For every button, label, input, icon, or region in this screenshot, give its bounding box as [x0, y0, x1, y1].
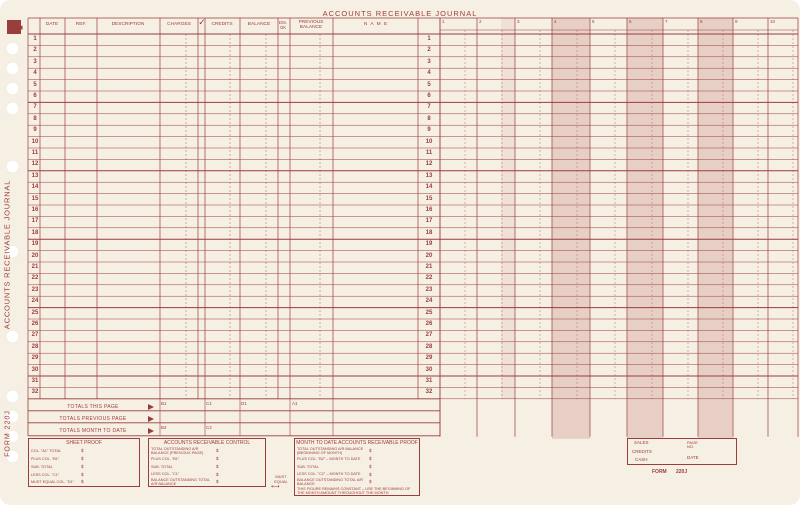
distribution-column-number: 4 [554, 19, 557, 24]
ar-control-line: LESS COL. "C1" [151, 472, 180, 476]
summary-date-label: DATE [687, 455, 699, 460]
row-number-right: 31 [425, 378, 433, 384]
column-header-previous-balance: PREVIOUS BALANCE [298, 20, 324, 30]
row-number: 8 [33, 115, 37, 122]
row-number: 13 [31, 172, 39, 179]
row-number-right: 24 [425, 298, 433, 305]
distribution-column-number: 8 [700, 19, 703, 24]
row-number-right: 17 [425, 218, 433, 225]
dollar-sign: $ [369, 472, 372, 477]
row-number: 30 [31, 366, 39, 373]
journal-title: ACCOUNTS RECEIVABLE JOURNAL [322, 9, 478, 18]
row-number-right: 2 [427, 47, 431, 54]
row-number-right: 5 [427, 81, 431, 88]
column-header-balance: BALANCE [247, 22, 271, 27]
row-number-right: 7 [427, 104, 431, 111]
ar-control-title: ACCOUNTS RECEIVABLE CONTROL [163, 440, 251, 446]
sheet-proof-line: PLUS COL. "B1" [31, 457, 60, 461]
row-number: 5 [33, 81, 37, 88]
column-header-description: DESCRIPTION [111, 22, 145, 27]
mtd-proof-title: MONTH TO DATE ACCOUNTS RECEIVABLE PROOF [296, 440, 418, 446]
distribution-column-number: 3 [517, 19, 520, 24]
row-number-right: 16 [425, 207, 433, 213]
row-number: 23 [31, 286, 39, 293]
column-header-ref: REF. [75, 22, 87, 27]
mtd-proof-line: LESS COL. "C2" – MONTH TO DATE [297, 472, 361, 476]
totals-month-to-date-label: TOTALS MONTH TO DATE [59, 428, 127, 434]
arrow-right-icon [148, 428, 154, 434]
row-number: 10 [31, 138, 39, 145]
dollar-sign: $ [81, 472, 84, 477]
dollar-sign: $ [216, 472, 219, 477]
row-number-right: 23 [425, 286, 433, 293]
summary-sales-label: SALES [634, 440, 649, 445]
row-number-right: 29 [425, 355, 433, 362]
ar-control-line: PLUS COL. "B1" [151, 457, 180, 461]
row-number: 1 [33, 36, 37, 42]
row-number-right: 25 [425, 309, 433, 316]
dollar-sign: $ [81, 456, 84, 461]
total-mark-b2: B2 [161, 425, 167, 430]
dollar-sign: $ [216, 479, 219, 484]
distribution-column-number: 10 [770, 19, 776, 24]
sheet-proof-line: COL. "A1" TOTAL [31, 449, 62, 453]
row-number: 7 [33, 104, 37, 111]
column-header-credits: CREDITS [211, 22, 233, 27]
row-number: 21 [31, 264, 39, 270]
total-mark-d1: D1 [241, 401, 247, 406]
summary-cash-label: CASH [635, 457, 648, 462]
row-number-right: 3 [427, 58, 431, 65]
row-number-right: 12 [425, 161, 433, 168]
dollar-sign: $ [216, 448, 219, 453]
column-header-charges: CHARGES [167, 22, 191, 27]
mtd-proof-line: PLUS COL. "B2" – MONTH TO DATE [297, 457, 361, 461]
arrow-left-icon: ◂ [18, 22, 23, 32]
row-number-right: 21 [425, 264, 433, 270]
row-number-right: 20 [425, 252, 433, 259]
distribution-column-number: 5 [592, 19, 595, 24]
row-number: 12 [31, 161, 39, 168]
row-number: 26 [31, 321, 39, 327]
row-number: 2 [33, 47, 37, 54]
row-number: 16 [31, 207, 39, 213]
row-number-right: 19 [425, 241, 433, 248]
side-form-number: FORM 220J [4, 410, 12, 457]
total-mark-a1: A1 [292, 401, 298, 406]
row-number-right: 26 [425, 321, 433, 327]
row-number: 6 [33, 93, 37, 99]
row-number-right: 18 [425, 229, 433, 236]
row-number-right: 22 [425, 275, 433, 282]
must-equal-label: MUST EQUAL [274, 474, 288, 484]
dollar-sign: $ [81, 479, 84, 484]
sheet-proof-line: MUST EQUAL COL. "D1" [31, 480, 74, 484]
row-number: 24 [31, 298, 39, 305]
summary-page-no-label: PAGE NO. [687, 440, 698, 449]
distribution-column-number: 2 [479, 19, 482, 24]
distribution-column-number: 1 [442, 19, 445, 24]
mtd-proof-line: BALANCE OUTSTANDING TOTAL A/R BALANCE [297, 478, 364, 486]
row-number-right: 9 [427, 127, 431, 134]
row-number: 15 [31, 195, 39, 202]
column-header-date: DATE [45, 22, 59, 27]
row-number: 25 [31, 309, 39, 316]
row-number: 17 [31, 218, 39, 225]
dollar-sign: $ [369, 448, 372, 453]
ar-control-line: SUB. TOTAL [151, 465, 173, 469]
sheet-proof-line: LESS COL. "C1" [31, 473, 60, 477]
mtd-proof-box [294, 438, 420, 496]
distribution-column-number: 6 [629, 19, 632, 24]
mtd-proof-line: TOTAL OUTSTANDING A/R BALANCE (BEGINNING OF MONTH) [297, 447, 364, 455]
row-number: 31 [31, 378, 39, 384]
column-header-name: N A M E [363, 22, 389, 27]
dollar-sign: $ [216, 456, 219, 461]
dollar-sign: $ [369, 456, 372, 461]
ar-control-line: BALANCE OUTSTANDING TOTAL A/R BALANCE [151, 478, 210, 486]
shaded-distribution-column [627, 398, 663, 438]
ar-control-box [148, 438, 266, 487]
total-mark-c2: C2 [206, 425, 212, 430]
summary-credits-label: CREDITS [632, 449, 652, 454]
sheet-proof-title: SHEET PROOF [66, 440, 102, 446]
dollar-sign: $ [369, 464, 372, 469]
double-arrow-icon: ⟷ [271, 484, 280, 490]
total-mark-c1: C1 [206, 401, 212, 406]
row-number: 3 [33, 58, 37, 65]
dollar-sign: $ [81, 464, 84, 469]
row-number: 11 [31, 150, 39, 156]
form-label: FORM [652, 469, 667, 475]
ar-control-line: TOTAL OUTSTANDING A/R BALANCE (PREVIOUS PAGE) [151, 447, 204, 455]
row-number: 22 [31, 275, 39, 282]
sheet-proof-line: SUB. TOTAL [31, 465, 53, 469]
mtd-proof-line: SUB. TOTAL [297, 465, 319, 469]
arrow-right-icon [148, 416, 154, 422]
summary-box [627, 438, 737, 465]
row-number: 20 [31, 252, 39, 259]
row-number-right: 32 [425, 389, 433, 396]
row-number: 14 [31, 184, 39, 191]
dollar-sign: $ [81, 448, 84, 453]
row-number-right: 27 [425, 332, 433, 339]
arrow-right-icon [148, 404, 154, 410]
distribution-column-number: 7 [665, 19, 668, 24]
row-number: 18 [31, 229, 39, 236]
row-number-right: 4 [427, 70, 431, 77]
dollar-sign: $ [216, 464, 219, 469]
totals-this-page-label: TOTALS THIS PAGE [67, 404, 119, 410]
side-title: ACCOUNTS RECEIVABLE JOURNAL [2, 179, 12, 330]
row-number: 28 [31, 343, 39, 350]
row-number-right: 10 [425, 138, 433, 145]
distribution-column-number: 9 [735, 19, 738, 24]
row-number-right: 15 [425, 195, 433, 202]
sheet-proof-box [28, 438, 140, 487]
row-number: 29 [31, 355, 39, 362]
row-number: 9 [33, 127, 37, 134]
totals-previous-page-label: TOTALS PREVIOUS PAGE [59, 416, 127, 422]
row-number: 19 [31, 241, 39, 248]
row-number-right: 1 [427, 36, 431, 42]
dollar-sign: $ [369, 479, 372, 484]
row-number-right: 30 [425, 366, 433, 373]
row-number-right: 28 [425, 343, 433, 350]
column-header-check: ✓ [198, 17, 206, 27]
row-number: 4 [33, 70, 37, 77]
form-number: 220J [676, 469, 688, 475]
row-number-right: 11 [425, 150, 433, 156]
row-number-right: 13 [425, 172, 433, 179]
row-number: 32 [31, 389, 39, 396]
row-number-right: 6 [427, 93, 431, 99]
column-header-dis-ok: DIS. OK [278, 20, 288, 30]
row-number-right: 8 [427, 115, 431, 122]
total-mark-b1: B1 [161, 401, 167, 406]
mtd-proof-note: THIS FIGURE REMAINS CONSTANT – USE THE BEGINNING OF THE MONTH AMOUNT THROUGHOUT THE MONTH [297, 487, 411, 495]
row-number: 27 [31, 332, 39, 339]
row-number-right: 14 [425, 184, 433, 191]
